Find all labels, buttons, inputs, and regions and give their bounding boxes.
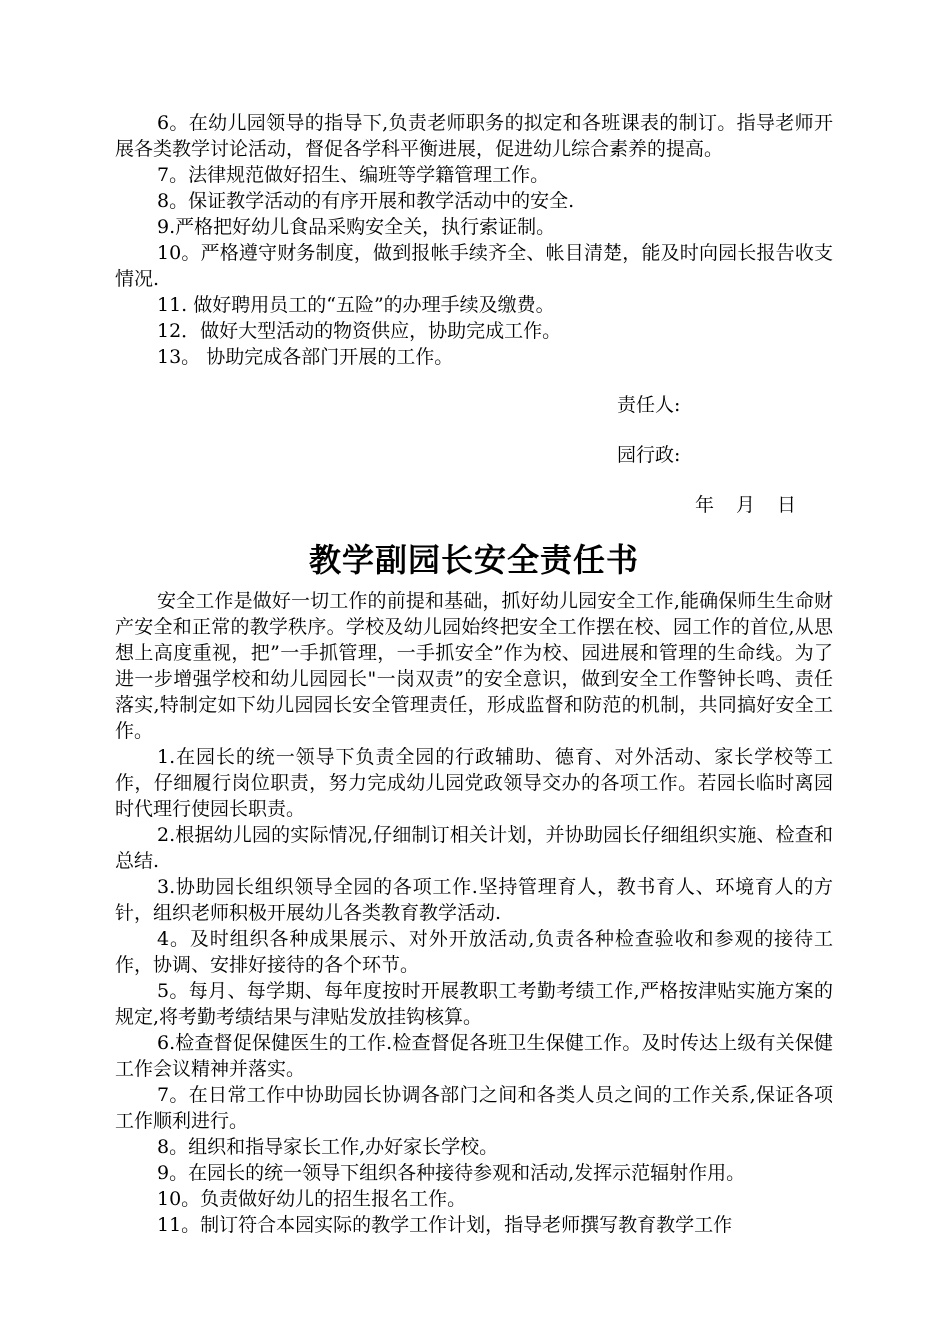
document-page <box>115 110 833 1238</box>
responsible-person-label: 责任人: <box>617 394 681 416</box>
spacer <box>115 370 833 392</box>
upper-item-13: 13。 协助完成各部门开展的工作。 <box>157 346 454 368</box>
lower-item-2: 2.根据幼儿园的实际情况,仔细制订相关计划，并协助园长仔细组织实施、检查和总结. <box>115 824 833 872</box>
spacer <box>115 468 833 492</box>
lower-item-10: 10。负责做好幼儿的招生报名工作。 <box>157 1188 467 1210</box>
lower-item-5: 5。每月、每学期、每年度按时开展教职工考勤考绩工作,严格按津贴实施方案的规定,将考勤考绩结果与津贴发放挂钩核算。 <box>115 980 833 1028</box>
spacer <box>115 418 833 442</box>
lower-item-1: 1.在园长的统一领导下负责全园的行政辅助、德育、对外活动、家长学校等工作，仔细履行岗位职责，努力完成幼儿园党政领导交办的各项工作。若园长临时离园时代理行使园长职责。 <box>115 746 833 820</box>
date-month: 月 <box>736 494 756 516</box>
lower-item-11: 11。制订符合本园实际的教学工作计划，指导老师撰写教育教学工作 <box>157 1214 733 1236</box>
date-year: 年 <box>695 494 715 516</box>
upper-item-12: 12．做好大型活动的物资供应，协助完成工作。 <box>157 320 562 342</box>
lower-item-7: 7。在日常工作中协助园长协调各部门之间和各类人员之间的工作关系,保证各项工作顺利进行。 <box>115 1084 833 1132</box>
date-day: 日 <box>777 494 797 516</box>
section-title: 教学副园长安全责任书 <box>308 541 639 579</box>
upper-item-9: 9.严格把好幼儿食品采购安全关，执行索证制。 <box>157 216 556 238</box>
lower-item-9: 9。在园长的统一领导下组织各种接待参观和活动,发挥示范辐射作用。 <box>157 1162 746 1184</box>
lower-item-6: 6.检查督促保健医生的工作.检查督促各班卫生保健工作。及时传达上级有关保健工作会议精神并落实。 <box>115 1032 833 1080</box>
upper-item-10: 10。严格遵守财务制度，做到报帐手续齐全、帐目清楚，能及时向园长报告收支情况. <box>115 242 833 290</box>
upper-item-6: 6。在幼儿园领导的指导下,负责老师职务的拟定和各班课表的制订。指导老师开展各类教学讨论活动，督促各学科平衡进展，促进幼儿综合素养的提高。 <box>115 112 833 160</box>
upper-item-11: 11. 做好聘用员工的“五险”的办理手续及缴费。 <box>157 294 555 316</box>
upper-item-7: 7。法律规范做好招生、编班等学籍管理工作。 <box>157 164 550 186</box>
kindergarten-admin-label: 园行政: <box>617 444 681 466</box>
date-line <box>115 492 833 518</box>
lower-item-4: 4。及时组织各种成果展示、对外开放活动,负责各种检查验收和参观的接待工作，协调、安排好接待的各个环节。 <box>115 928 833 976</box>
lower-item-3: 3.协助园长组织领导全园的各项工作.坚持管理育人，教书育人、环境育人的方针，组织老师积极开展幼儿各类教育教学活动. <box>115 876 833 924</box>
upper-item-8: 8。保证教学活动的有序开展和教学活动中的安全. <box>157 190 575 212</box>
intro-paragraph: 安全工作是做好一切工作的前提和基础，抓好幼儿园安全工作,能确保师生生命财产安全和正常的教学秩序。学校及幼儿园始终把安全工作摆在校、园工作的首位,从思想上高度重视，把”一手抓管理，一手抓安全”作为校、园进展和管理的生命线。为了进一步增强学校和幼儿园园长"一岗双责”的安全意识，做到安全工作警钟长鸣、责任落实,特制定如下幼儿园园长安全管理责任，形成监督和防范的机制，共同搞好安全工作。 <box>115 590 833 742</box>
lower-item-8: 8。组织和指导家长工作,办好家长学校。 <box>157 1136 499 1158</box>
